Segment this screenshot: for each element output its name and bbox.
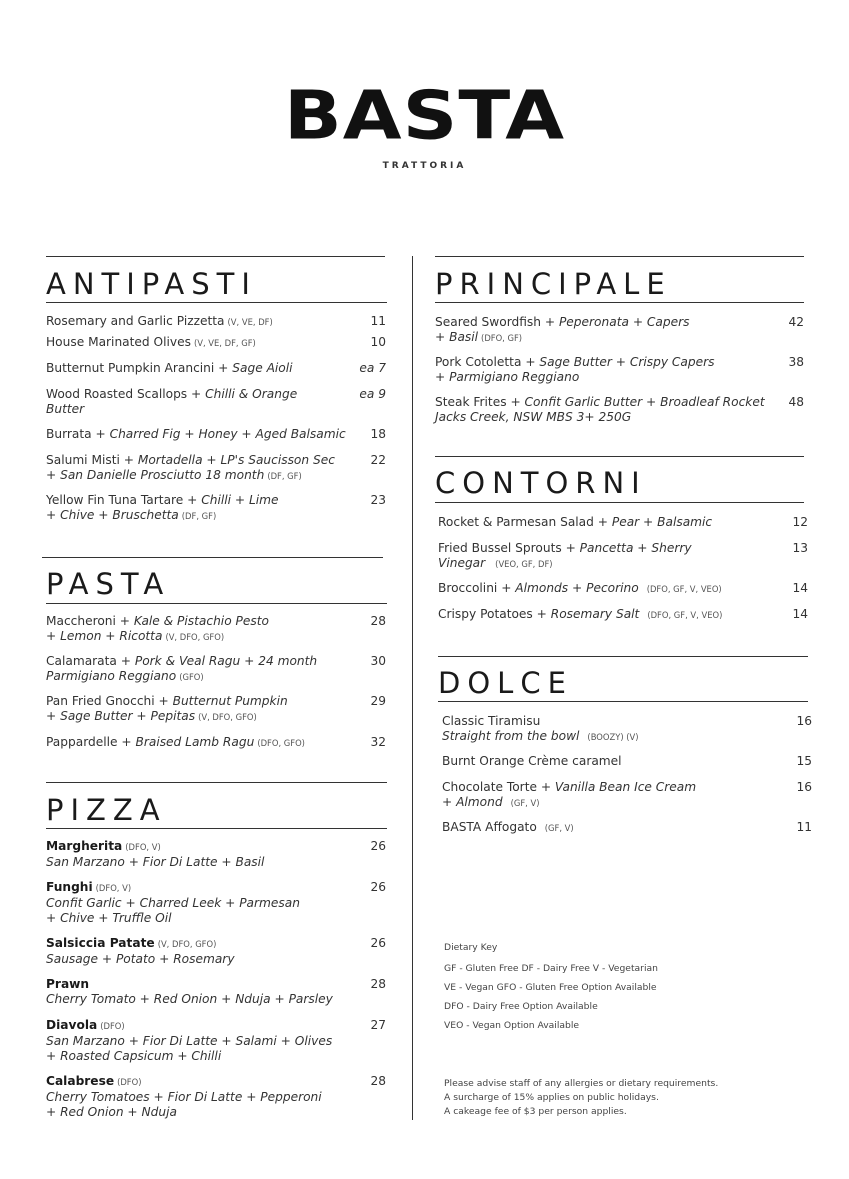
menu-item [46, 387, 326, 417]
dolce-bottom-rule [438, 701, 808, 702]
item-price: 15 [796, 754, 812, 768]
menu-item [438, 515, 712, 530]
antipasti-title: ANTIPASTI [46, 267, 257, 301]
item-description-line2: Butter [46, 402, 85, 416]
item-description: + Confit Garlic Butter + Broadleaf Rocket [510, 395, 765, 409]
item-price: 26 [370, 936, 386, 950]
dietary-tag: (BOOZY) (V) [587, 732, 639, 742]
item-price: 12 [792, 515, 808, 529]
principale-top-rule [435, 256, 804, 257]
item-price: 16 [796, 714, 812, 728]
item-description: + Kale & Pistachio Pesto [119, 614, 269, 628]
item-description: + Braised Lamb Ragu [121, 735, 255, 749]
item-name: Burrata [46, 427, 92, 441]
item-description-line2: + Chive + Truffle Oil [46, 911, 172, 925]
item-name: Margherita [46, 839, 123, 853]
item-price-value: ea 7 [359, 361, 386, 375]
item-description: + Charred Fig + Honey + Aged Balsamic [95, 427, 346, 441]
allergy-note: Please advise staff of any allergies or dietary requirements. [444, 1078, 719, 1089]
dietary-tag: (V, DFO, GFO) [165, 632, 225, 642]
item-price: 18 [370, 427, 386, 441]
dietary-tag: (DFO, GF) [481, 333, 523, 343]
antipasti-bottom-rule [46, 302, 387, 303]
item-description: + Almonds + Pecorino [501, 581, 639, 595]
menu-item [46, 936, 235, 967]
item-description: + Chilli + Lime [187, 493, 279, 507]
menu-item [46, 614, 269, 645]
dietary-tag: (GFO) [179, 672, 204, 682]
menu-item [46, 694, 288, 725]
menu-item [46, 1018, 332, 1064]
item-price: 14 [792, 607, 808, 621]
dietary-tag: (DF, GF) [181, 511, 217, 521]
item-description-line2: + Lemon + Ricotta [46, 629, 163, 643]
menu-item [46, 977, 333, 1007]
item-name: Steak Frites [435, 395, 507, 409]
item-price: 28 [370, 1074, 386, 1088]
item-price [346, 387, 386, 402]
contorni-title: CONTORNI [435, 466, 647, 500]
principale-title: PRINCIPALE [435, 267, 672, 301]
item-description: San Marzano + Fior Di Latte + Salami + Olives [46, 1034, 333, 1048]
item-description-line2: + Parmigiano Reggiano [435, 370, 580, 384]
dietary-tag: (V, VE, DF) [227, 317, 273, 327]
item-price: 48 [788, 395, 804, 409]
item-name: Prawn [46, 977, 90, 991]
item-description: + Peperonata + Capers [544, 315, 690, 329]
item-price: 10 [370, 335, 386, 349]
item-description-line2: + Basil [435, 330, 479, 344]
cakeage-note: A cakeage fee of $3 per person applies. [444, 1106, 627, 1117]
item-price: 30 [370, 654, 386, 668]
dietary-key-line: GF - Gluten Free DF - Dairy Free V - Vegetarian [444, 963, 658, 974]
item-description: Cherry Tomato + Red Onion + Nduja + Parsley [46, 992, 333, 1006]
menu-item [438, 607, 722, 623]
item-price: 14 [792, 581, 808, 595]
dolce-title: DOLCE [438, 666, 573, 700]
item-description: + Rosemary Salt [536, 607, 640, 621]
item-description: San Marzano + Fior Di Latte + Basil [46, 855, 265, 869]
item-name: Crispy Potatoes [438, 607, 533, 621]
pasta-bottom-rule [46, 603, 387, 604]
item-price: 11 [796, 820, 812, 834]
menu-item [442, 820, 574, 836]
item-price: 29 [370, 694, 386, 708]
item-description: + Sage Aioli [218, 361, 293, 375]
item-description: + Pancetta + Sherry [565, 541, 692, 555]
menu-item [46, 335, 256, 351]
dietary-tag: (DFO) [100, 1021, 125, 1031]
item-description-line2: + Chive + Bruschetta [46, 508, 179, 522]
item-description-line2: Vinegar [438, 556, 486, 570]
item-name: Maccheroni [46, 614, 116, 628]
dietary-tag: (V, VE, DF, GF) [193, 338, 256, 348]
brand-subtitle: TRATTORIA [382, 161, 467, 171]
item-description: + Pear + Balsamic [597, 515, 713, 529]
pasta-title: PASTA [46, 567, 171, 601]
item-price: 28 [370, 614, 386, 628]
item-name: Pappardelle [46, 735, 118, 749]
item-name: Wood Roasted Scallops [46, 387, 188, 401]
dietary-tag: (V, DFO, GFO) [198, 712, 257, 722]
item-description-line2: + Sage Butter + Pepitas [46, 709, 196, 723]
item-price: 16 [796, 780, 812, 794]
menu-item [442, 780, 696, 811]
dietary-key-line: DFO - Dairy Free Option Available [444, 1001, 598, 1012]
menu-item [46, 453, 335, 484]
item-name: Classic Tiramisu [442, 714, 541, 728]
item-description-line2: + Roasted Capsicum + Chilli [46, 1049, 222, 1063]
dietary-tag: (DFO, GFO) [257, 738, 305, 748]
menu-item [46, 880, 300, 926]
dietary-tag: (DFO, V) [125, 842, 161, 852]
surcharge-note: A surcharge of 15% applies on public holidays. [444, 1092, 659, 1103]
item-name: Chocolate Torte [442, 780, 537, 794]
dietary-tag: (GF, V) [544, 823, 574, 833]
item-description: Cherry Tomatoes + Fior Di Latte + Pepperoni [46, 1090, 322, 1104]
dietary-tag: (V, DFO, GFO) [157, 939, 217, 949]
item-price: 42 [788, 315, 804, 329]
principale-bottom-rule [435, 302, 804, 303]
item-name: Pan Fried Gnocchi [46, 694, 155, 708]
item-name: Yellow Fin Tuna Tartare [46, 493, 184, 507]
menu-item [435, 355, 714, 385]
item-price: 22 [370, 453, 386, 467]
item-description-line2: Straight from the bowl [442, 729, 580, 743]
item-description: + Vanilla Bean Ice Cream [540, 780, 697, 794]
item-name: Salsiccia Patate [46, 936, 155, 950]
item-name: Rosemary and Garlic Pizzetta [46, 314, 225, 328]
menu-item [46, 493, 279, 524]
item-name: Pork Cotoletta [435, 355, 522, 369]
pizza-top-rule [46, 782, 387, 783]
item-name: Rocket & Parmesan Salad [438, 515, 594, 529]
menu-item [46, 314, 273, 330]
menu-item [442, 714, 639, 745]
pasta-top-rule [42, 557, 383, 558]
item-name: Butternut Pumpkin Arancini [46, 361, 215, 375]
item-description: + Mortadella + LP's Saucisson Sec [123, 453, 335, 467]
dietary-tag: (DFO) [117, 1077, 142, 1087]
item-name: Diavola [46, 1018, 98, 1032]
item-price [346, 361, 386, 376]
item-name: Salumi Misti [46, 453, 120, 467]
item-description-line2: + Red Onion + Nduja [46, 1105, 177, 1119]
item-price: 11 [370, 314, 386, 328]
dietary-tag: (DFO, GF, V, VEO) [646, 584, 722, 594]
item-description-line2: + San Danielle Prosciutto 18 month [46, 468, 265, 482]
menu-item [46, 654, 317, 685]
pizza-title: PIZZA [46, 793, 167, 827]
item-description: Sausage + Potato + Rosemary [46, 952, 235, 966]
item-price-value: ea 9 [359, 387, 386, 401]
antipasti-top-rule [46, 256, 385, 257]
dolce-top-rule [438, 656, 808, 657]
dietary-tag: (DFO, GF, V, VEO) [647, 610, 723, 620]
item-price: 26 [370, 880, 386, 894]
item-price: 27 [370, 1018, 386, 1032]
menu-item [438, 541, 692, 572]
item-description-line2: Parmigiano Reggiano [46, 669, 177, 683]
menu-item [435, 315, 689, 346]
menu-item [442, 754, 622, 769]
item-price: 26 [370, 839, 386, 853]
contorni-bottom-rule [435, 502, 804, 503]
item-name: Calamarata [46, 654, 117, 668]
item-description-line2: Jacks Creek, NSW MBS 3+ 250G [435, 410, 632, 424]
item-name: BASTA Affogato [442, 820, 537, 834]
logo [0, 75, 849, 171]
dietary-key-title: Dietary Key [444, 942, 498, 953]
item-description: + Chilli & Orange [191, 387, 298, 401]
item-name: Broccolini [438, 581, 498, 595]
column-divider [412, 256, 413, 1120]
item-name: Burnt Orange Crème caramel [442, 754, 622, 768]
dietary-tag: (DFO, V) [95, 883, 132, 893]
menu-item [46, 427, 346, 442]
menu-item [46, 1074, 322, 1120]
item-name: Fried Bussel Sprouts [438, 541, 562, 555]
item-name: House Marinated Olives [46, 335, 191, 349]
item-description: Confit Garlic + Charred Leek + Parmesan [46, 896, 300, 910]
item-price: 38 [788, 355, 804, 369]
dietary-tag: (VEO, GF, DF) [495, 559, 553, 569]
item-description-line2: + Almond [442, 795, 503, 809]
item-description: + Sage Butter + Crispy Capers [525, 355, 715, 369]
menu-item [46, 361, 293, 376]
dietary-key-line: VE - Vegan GFO - Gluten Free Option Available [444, 982, 657, 993]
item-name: Calabrese [46, 1074, 115, 1088]
item-description: + Butternut Pumpkin [158, 694, 288, 708]
dietary-key-line: VEO - Vegan Option Available [444, 1020, 580, 1031]
item-price: 23 [370, 493, 386, 507]
item-name: Seared Swordfish [435, 315, 541, 329]
dietary-tag: (DF, GF) [267, 471, 302, 481]
item-price: 32 [370, 735, 386, 749]
pizza-bottom-rule [46, 828, 387, 829]
item-price: 28 [370, 977, 386, 991]
item-name: Funghi [46, 880, 93, 894]
menu-item [46, 735, 305, 751]
contorni-top-rule [435, 456, 804, 457]
item-description: + Pork & Veal Ragu + 24 month [120, 654, 318, 668]
menu-item [46, 839, 264, 870]
dietary-tag: (GF, V) [510, 798, 540, 808]
menu-item [438, 581, 722, 597]
item-price: 13 [792, 541, 808, 555]
brand-name: BASTA [283, 75, 566, 155]
menu-item [435, 395, 765, 425]
